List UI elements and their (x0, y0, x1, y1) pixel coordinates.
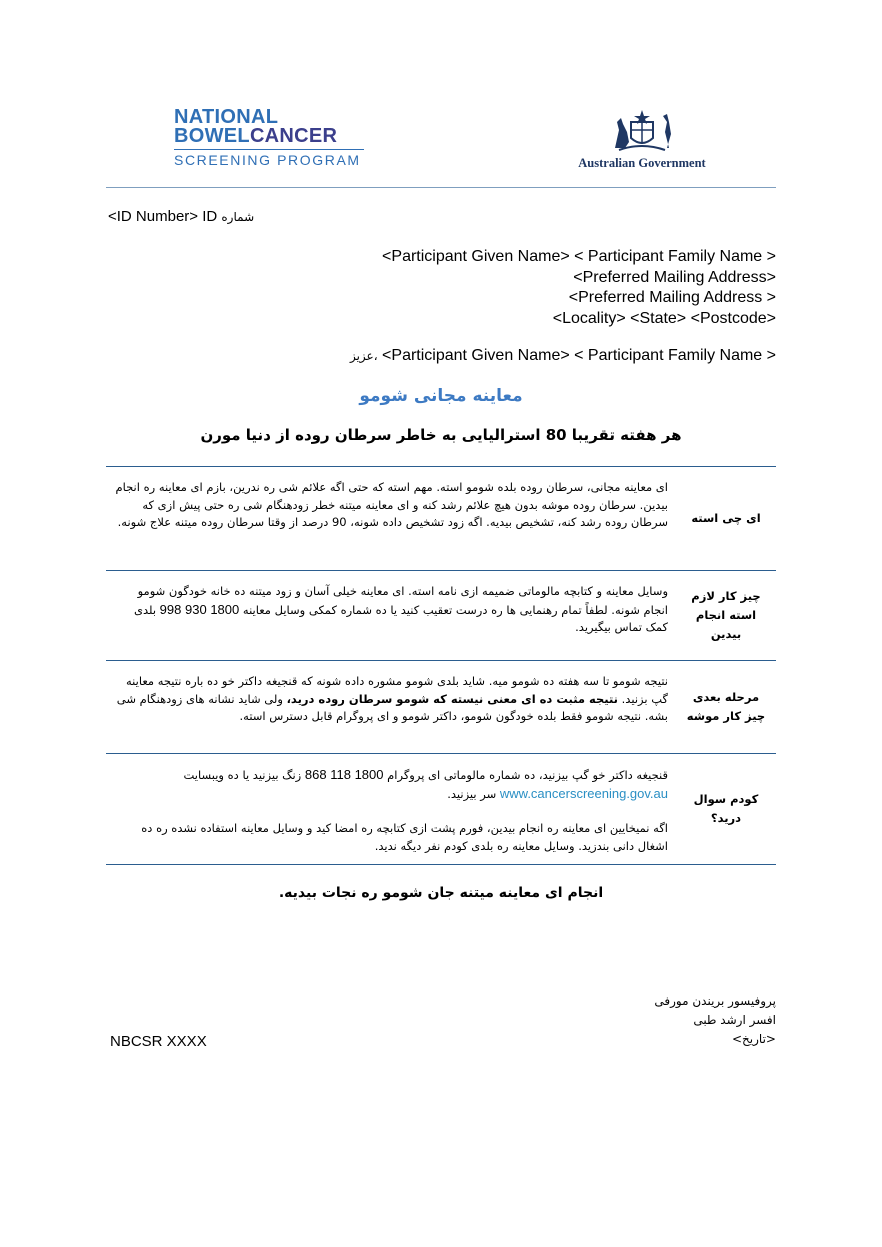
info-row-what (106, 466, 776, 570)
coat-of-arms-icon (605, 108, 679, 154)
row-content: وسایل معاینه و کتابچه مالوماتی ضمیمه ازی نامه استه. ای معاینه خیلی آسان و زود میتنه ده خانه خودگون شومو انجام شونه. لطفاً تمام رهنمایی ها ره درست تعقیب کنید یا ده شماره کمکی وسایل معاینه 1800 930 998 بلدی کمک تماس بیگیرید. (133, 584, 668, 634)
government-logo (572, 108, 712, 171)
id-line (108, 208, 254, 225)
kit-helpline-number: 1800 930 998 (159, 601, 240, 617)
row-content: قنجیغه داکتر خو گپ بیزنید، ده شماره مالوماتی ای پروگرام 1800 118 868 زنگ بیزنید یا ده ویبسایت www.cancerscreening.gov.au سر بیزنید. اگه نمیخایین ای معاینه ره انجام بیدین، فورم پشت ازی کتابچه ره امضا کید و وسایل معاینه استفاده نشده ره ده اشغال دانی بندزید. وسایل معاینه ره بلدی کودم نفر دیگه ندید. (141, 767, 668, 853)
row-label: کودم سوال درید؟ (693, 792, 759, 825)
page-subtitle: هر هفته تقریبا 80 استرالیایی به خاطر سرطان روده از دنیا مورن (200, 426, 682, 444)
logo-line-national: NATIONAL (174, 106, 279, 128)
salutation-name: <Participant Given Name> < Participant Family Name > (382, 347, 776, 364)
signatory-title: افسر ارشد طبی (693, 1013, 776, 1027)
info-line-number: 1800 118 868 (304, 767, 384, 782)
logo-line-screening: SCREENING PROGRAM (174, 149, 364, 169)
info-table (106, 466, 776, 865)
salutation-word: عزیز، (349, 349, 378, 363)
header-divider (106, 187, 776, 188)
signatory-name: پروفیسور بریندن مورفی (654, 994, 776, 1008)
program-logo (174, 108, 374, 169)
signature-block (654, 992, 776, 1049)
salutation (350, 347, 776, 365)
row-label: مرحله بعدی چیز کار موشه (686, 690, 766, 723)
government-label: Australian Government (578, 156, 706, 170)
letter-date: <تاریخ> (732, 1032, 776, 1046)
info-row-todo (106, 570, 776, 660)
reference-code: NBCSR XXXX (110, 1033, 207, 1050)
website-link[interactable]: www.cancerscreening.gov.au (499, 785, 668, 801)
page-title: معاینه مجانی شومو (359, 386, 523, 406)
row-label: ای چی استه (691, 511, 761, 525)
emphasis-text: نتیجه مثبت ده ای معنی نیسته که شومو سرطان روده درید، (286, 691, 618, 706)
info-row-questions (106, 753, 776, 865)
address-line: <Preferred Mailing Address > (568, 289, 776, 306)
closing-statement: انجام ای معاینه میتنه جان شومو ره نجات بیدیه. (278, 885, 604, 901)
row-content: ای معاینه مجانی، سرطان روده بلده شومو استه. مهم استه که حتی اگه علائم شی ره ندرین، بازم ای معاینه ره انجام بیدین. سرطان روده موشه بدون هیچ علائم رشد کنه و ای معاینه میتنه خطر زودهنگام شی ره حتی پیش ازی که سرطان روده رشد کنه، تشخیص بیدیه. اگه زود تشخیص داده شونه، 90 درصد از وقتا سرطان روده میتنه علاج شونه. (115, 480, 668, 529)
id-label: شماره (221, 210, 255, 224)
address-block (382, 247, 776, 329)
row-label: چیز کار لازم استه انجام بیدین (691, 589, 761, 641)
address-line: <Locality> <State> <Postcode> (552, 309, 776, 327)
id-number: <ID Number> ID (108, 208, 218, 225)
address-line: <Preferred Mailing Address> (573, 268, 776, 286)
logo-line-bowelcancer: BOWELCANCER (174, 125, 338, 147)
row-content: نتیجه شومو تا سه هفته ده شومو میه. شاید بلدی شومو مشوره داده شونه که قنجیغه داکتر خو ده باره نتیجه معاینه گپ بزنید. نتیجه مثبت ده ای معنی نیسته که شومو سرطان روده درید، ولی شاید نشانه های زودهنگام شی بشه. نتیجه شومو فقط بلده خودگون شومو، داکتر شومو و ای پروگرام قابل دسترس استه. (116, 674, 668, 723)
info-row-next (106, 660, 776, 753)
address-line: <Participant Given Name> < Participant Family Name > (382, 248, 776, 265)
